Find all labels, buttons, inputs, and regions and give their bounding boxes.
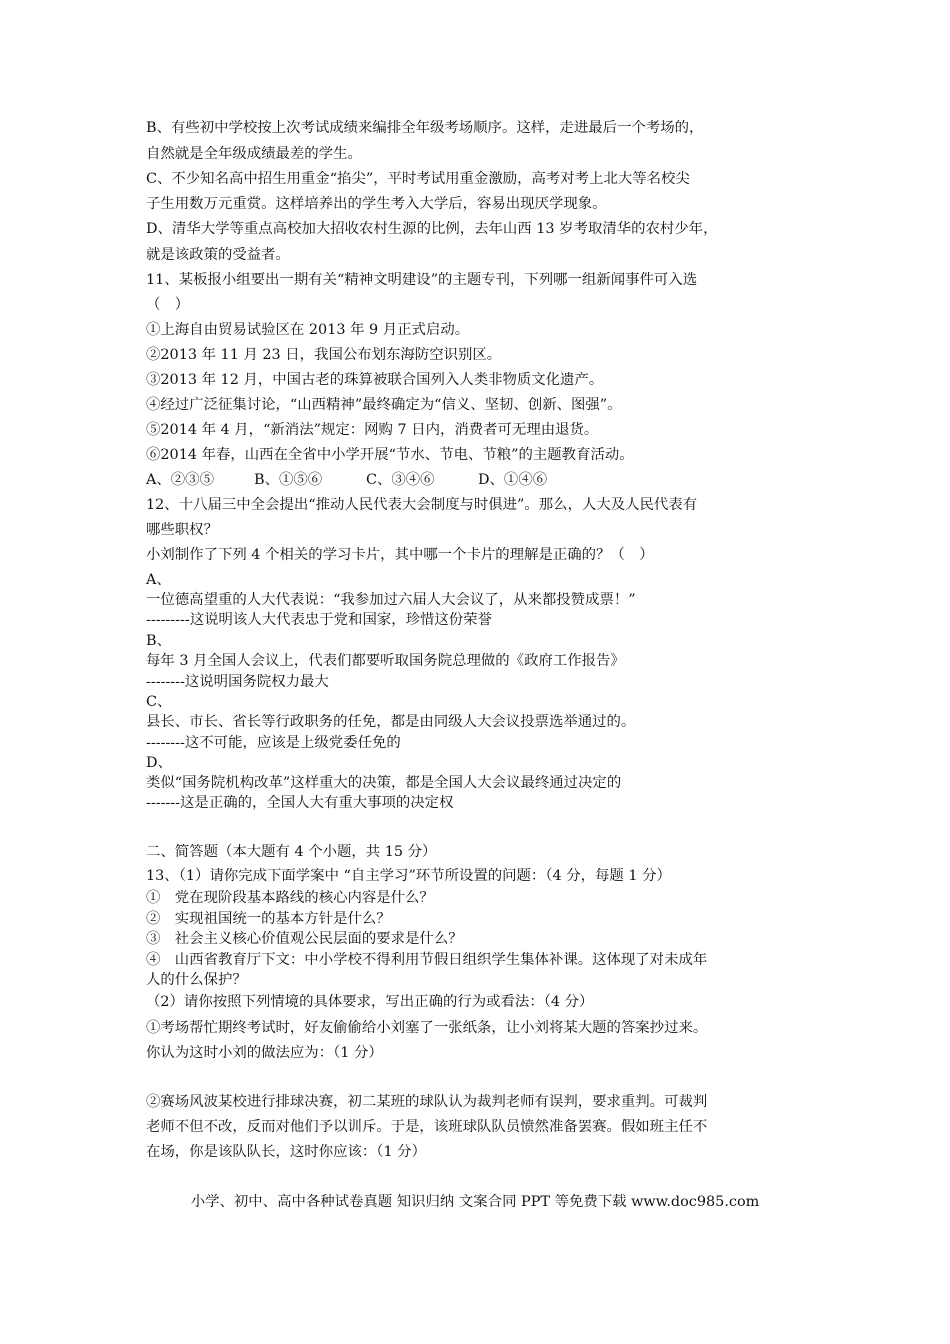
text-line: 人的什么保护？ (146, 972, 247, 988)
question-12-stem: 12、十八届三中全会提出“推动人民代表大会制度与时俱进”。那么，人大及人民代表有 (146, 497, 698, 513)
answer-bracket: （ ） (146, 297, 190, 313)
scenario-text: ①考场帮忙期终考试时，好友偷偷给小刘塞了一张纸条，让小刘将某大题的答案抄过来。 (146, 1020, 708, 1036)
text-line: 自然就是全年级成绩最差的学生。 (146, 146, 362, 162)
question-11-stem: 11、某板报小组要出一期有关“精神文明建设”的主题专刊，下列哪一组新闻事件可入选 (146, 272, 698, 288)
page-footer: 小学、初中、高中各种试卷真题 知识归纳 文案合同 PPT 等免费下载 www.doc985.com (190, 1194, 760, 1210)
option-b: B、①⑤⑥ (254, 472, 323, 488)
sub-question: ① 党在现阶段基本路线的核心内容是什么？ (146, 890, 434, 906)
news-item: ①上海自由贸易试验区在 2013 年 9 月正式启动。 (146, 322, 470, 338)
question-13-part-2: （2）请你按照下列情境的具体要求，写出正确的行为或看法：（4 分） (146, 994, 594, 1010)
text-line: 子生用数万元重赏。这样培养出的学生考入大学后，容易出现厌学现象。 (146, 196, 607, 212)
card-text: 每年 3 月全国人会议上，代表们都要听取国务院总理做的《政府工作报告》 (146, 653, 625, 669)
option-c: C、③④⑥ (366, 472, 435, 488)
option-a: A、②③⑤ (146, 472, 214, 488)
text-line: 就是该政策的受益者。 (146, 247, 290, 263)
sub-question: ② 实现祖国统一的基本方针是什么？ (146, 911, 391, 927)
card-comment: ---------这说明该人大代表忠于党和国家，珍惜这份荣誉 (146, 612, 492, 628)
sub-question: ③ 社会主义核心价值观公民层面的要求是什么？ (146, 931, 463, 947)
card-label: B、 (146, 633, 171, 649)
option-d: D、①④⑥ (478, 472, 548, 488)
card-text: 一位德高望重的人大代表说：“我参加过六届人大会议了，从来都投赞成票！” (146, 592, 636, 608)
card-text: 县长、市长、省长等行政职务的任免，都是由同级人大会议投票选举通过的。 (146, 714, 636, 730)
card-label: C、 (146, 694, 172, 710)
scenario-text: 你认为这时小刘的做法应为：（1 分） (146, 1045, 383, 1061)
card-comment: -------这是正确的，全国人大有重大事项的决定权 (146, 795, 454, 811)
question-11-options (146, 470, 826, 490)
section-heading: 二、简答题（本大题有 4 个小题，共 15 分） (146, 844, 437, 860)
scenario-text: 在场，你是该队队长，这时你应该：（1 分） (146, 1144, 426, 1160)
text-line: D、清华大学等重点高校加大招收农村生源的比例，去年山西 13 岁考取清华的农村少年， (146, 221, 718, 237)
card-label: D、 (146, 755, 172, 771)
scenario-text: 老师不但不改，反而对他们予以训斥。于是，该班球队队员愤然准备罢赛。假如班主任不 (146, 1119, 708, 1135)
scenario-text: ②赛场风波某校进行排球决赛，初二某班的球队认为裁判老师有误判，要求重判。可裁判 (146, 1094, 708, 1110)
sub-question: ④ 山西省教育厅下文：中小学校不得利用节假日组织学生集体补课。这体现了对未成年 (146, 952, 708, 968)
news-item: ②2013 年 11 月 23 日，我国公布划东海防空识别区。 (146, 347, 502, 363)
card-comment: --------这说明国务院权力最大 (146, 674, 329, 690)
news-item: ④经过广泛征集讨论，“山西精神”最终确定为“信义、坚韧、创新、图强”。 (146, 397, 622, 413)
text-line: C、不少知名高中招生用重金“掐尖”，平时考试用重金激励，高考对考上北大等名校尖 (146, 171, 690, 187)
news-item: ③2013 年 12 月，中国古老的珠算被联合国列入人类非物质文化遗产。 (146, 372, 604, 388)
news-item: ⑤2014 年 4 月，“新消法”规定：网购 7 日内，消费者可无理由退货。 (146, 422, 599, 438)
card-comment: --------这不可能，应该是上级党委任免的 (146, 735, 401, 751)
text-line: 哪些职权？ (146, 522, 218, 538)
card-text: 类似“国务院机构改革”这样重大的决策，都是全国人大会议最终通过决定的 (146, 775, 622, 791)
card-label: A、 (146, 572, 171, 588)
text-line: 小刘制作了下列 4 个相关的学习卡片，其中哪一个卡片的理解是正确的？（ ） (146, 547, 654, 563)
question-13-stem: 13、（1）请你完成下面学案中 “自主学习”环节所设置的问题：（4 分，每题 1 分） (146, 868, 671, 884)
text-line: B、有些初中学校按上次考试成绩来编排全年级考场顺序。这样，走进最后一个考场的， (146, 120, 704, 136)
news-item: ⑥2014 年春，山西在全省中小学开展“节水、节电、节粮”的主题教育活动。 (146, 447, 634, 463)
